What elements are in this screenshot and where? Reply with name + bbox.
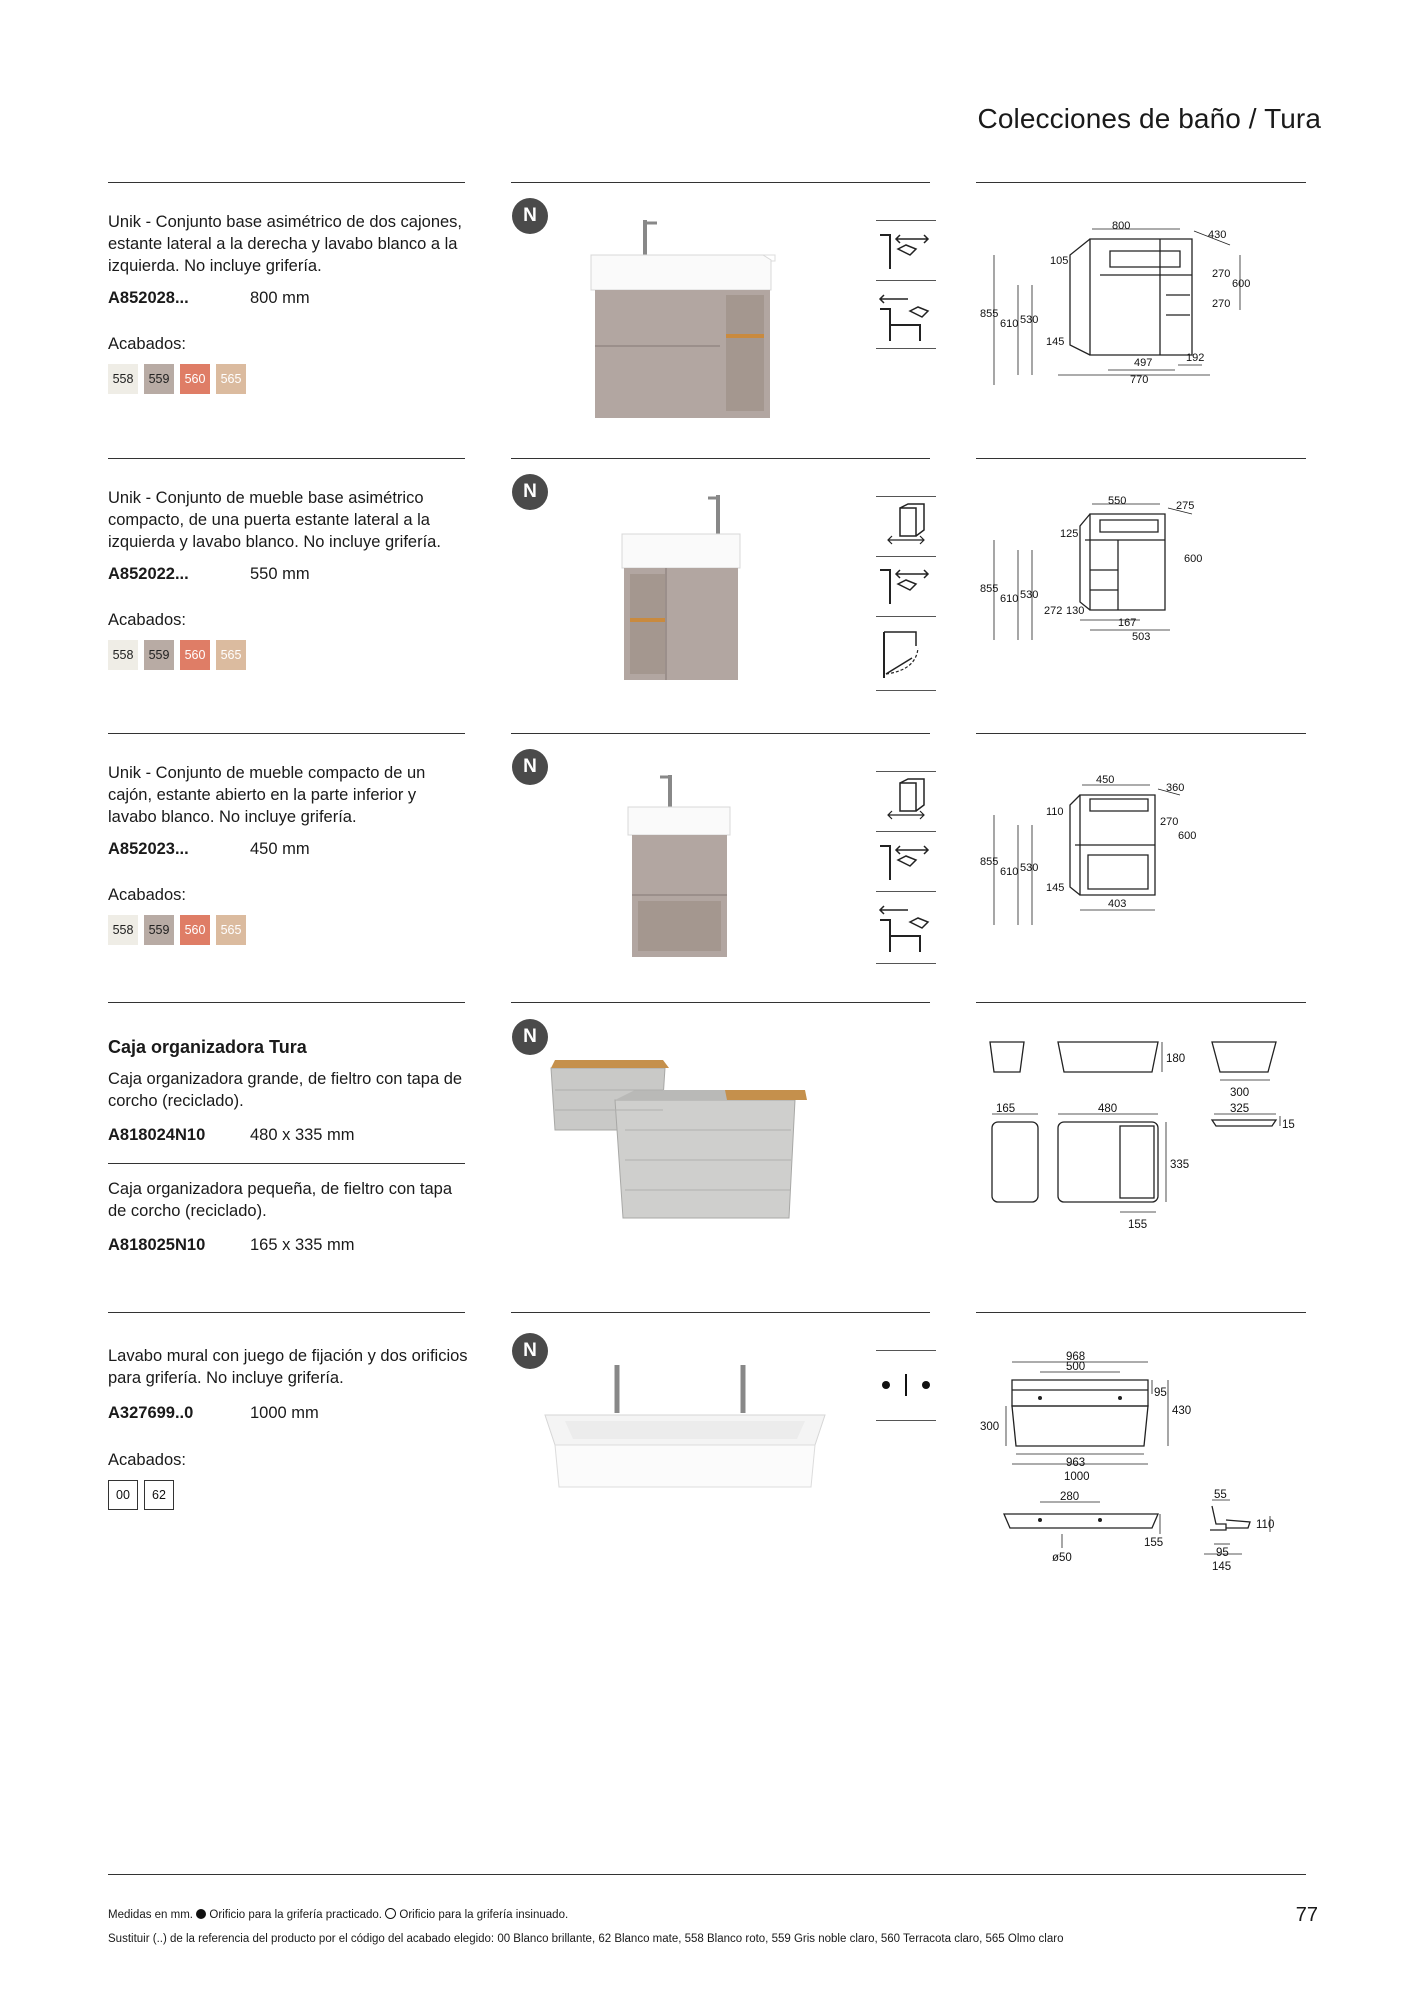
dim-label: 155 [1128,1219,1148,1230]
dim-label: 335 [1170,1159,1190,1171]
cabinet-door-icon [876,500,936,550]
product-size: 480 x 335 mm [250,1126,355,1144]
technical-drawing-basin [980,1350,1300,1590]
dim-label: 1000 [1064,1471,1090,1483]
icon-divider [876,220,936,221]
divider [976,1002,1306,1003]
divider [108,1002,465,1003]
icon-divider [876,280,936,281]
dim-label: 300 [1230,1087,1250,1099]
dim-label: 55 [1214,1489,1227,1501]
product-image-wall-basin [535,1355,835,1495]
swatch-559: 559 [144,915,174,945]
cabinet-door-icon [876,775,936,825]
footer-legend [108,1908,568,1921]
footer-finish-codes: Sustituir (..) de la referencia del producto por el código del acabado elegido: 00 Blanco brillante, 62 Blanco mate, 558 Blanco roto, 559 Gris noble claro, 560 Terracota claro, 565 Olmo claro [108,1933,1064,1945]
dim-label: 403 [1108,898,1127,910]
dim-label: 275 [1176,500,1195,512]
product-size: 800 mm [250,289,310,307]
swatch-559: 559 [144,364,174,394]
product-reference: A852023... [108,840,189,858]
swatch-558: 558 [108,915,138,945]
finishes-label: Acabados: [108,335,186,353]
section-heading: Caja organizadora Tura [108,1037,307,1057]
corner-door-swing-icon [876,622,936,682]
floor-mount-icon [876,285,936,345]
dim-label: 968 [1066,1351,1086,1363]
divider [108,458,465,459]
dim-label: 110 [1046,806,1064,818]
dim-label: ø50 [1052,1552,1072,1564]
dim-label: 280 [1060,1491,1080,1503]
divider [976,458,1306,459]
dim-label: 550 [1108,495,1127,507]
icon-divider [876,831,936,832]
two-tap-holes-icon [876,1370,936,1400]
product-reference: A818024N10 [108,1126,206,1144]
dim-label: 145 [1046,336,1065,348]
wall-mount-icon [876,560,936,610]
new-badge: N [512,1019,548,1055]
dim-label: 15 [1282,1119,1295,1131]
filled-circle-icon [196,1909,206,1919]
product-reference: A818025N10 [108,1236,206,1254]
technical-drawing-550 [980,490,1230,655]
dim-label: 600 [1184,553,1203,565]
icon-divider [876,556,936,557]
dim-label: 530 [1020,862,1039,874]
product-image-vanity-450 [620,765,750,965]
dim-label: 95 [1216,1547,1229,1559]
dim-label: 270 [1212,298,1231,310]
product-image-vanity-550 [610,490,760,690]
dim-label: 610 [1000,866,1019,878]
dim-label: 430 [1172,1405,1192,1417]
product-image-vanity-800 [585,215,855,425]
dim-label: 497 [1134,357,1153,369]
wall-mount-icon [876,225,936,275]
product-description: Unik - Conjunto base asimétrico de dos cajones, estante lateral a la derecha y lavabo blanco a la izquierda. No incluye grifería. [108,213,463,275]
technical-drawing-boxes [980,1030,1300,1230]
product-description: Lavabo mural con juego de fijación y dos orificios para grifería. No incluye grifería. [108,1347,468,1387]
dim-label: 180 [1166,1053,1186,1065]
icon-divider [876,771,936,772]
finish-00: 00 [108,1480,138,1510]
swatch-558: 558 [108,640,138,670]
icon-divider [876,1420,936,1421]
product-description: Caja organizadora grande, de fieltro con tapa de corcho (reciclado). [108,1070,463,1110]
dim-label: 855 [980,856,999,868]
product-size: 165 x 335 mm [250,1236,355,1254]
dim-label: 855 [980,583,999,595]
footer-hole-suggested: Orificio para la grifería insinuado. [399,1909,569,1921]
swatch-559: 559 [144,640,174,670]
product-reference: A852028... [108,289,189,307]
product-size: 550 mm [250,565,310,583]
product-description: Unik - Conjunto de mueble base asimétrico compacto, de una puerta estante lateral a la izquierda y lavabo blanco. No incluye grifería. [108,489,441,551]
swatch-560: 560 [180,364,210,394]
dim-label: 272 [1044,605,1063,617]
dim-label: 800 [1112,220,1131,232]
icon-divider [876,963,936,964]
dim-label: 167 [1118,617,1137,629]
divider [511,1002,930,1003]
icon-divider [876,891,936,892]
footer-hole-practiced: Orificio para la grifería practicado. [209,1909,382,1921]
technical-drawing-450 [980,765,1230,930]
divider [976,1312,1306,1313]
divider [108,1163,465,1164]
floor-mount-icon [876,896,936,956]
new-badge: N [512,198,548,234]
product-reference: A852022... [108,565,189,583]
dim-label: 125 [1060,528,1079,540]
dim-label: 480 [1098,1103,1118,1115]
dim-label: 270 [1160,816,1179,828]
icon-divider [876,1350,936,1351]
divider [108,182,465,183]
product-description: Unik - Conjunto de mueble compacto de un cajón, estante abierto en la parte inferior y lavabo blanco. No incluye grifería. [108,764,426,826]
dim-label: 110 [1256,1519,1275,1531]
wall-mount-icon [876,836,936,886]
product-description: Caja organizadora pequeña, de fieltro con tapa de corcho (reciclado). [108,1180,452,1220]
dim-label: 325 [1230,1103,1250,1115]
icon-divider [876,690,936,691]
divider [108,733,465,734]
divider [511,458,930,459]
dim-label: 130 [1066,605,1085,617]
dim-label: 600 [1178,830,1197,842]
dim-label: 600 [1232,278,1251,290]
finishes-label: Acabados: [108,1451,186,1469]
finishes-label: Acabados: [108,886,186,904]
finishes-label: Acabados: [108,611,186,629]
icon-divider [876,616,936,617]
product-size: 450 mm [250,840,310,858]
technical-drawing-800 [980,215,1270,390]
divider [976,182,1306,183]
icon-divider [876,348,936,349]
swatch-560: 560 [180,915,210,945]
divider [511,182,930,183]
divider [511,1312,930,1313]
divider [108,1312,465,1313]
product-reference: A327699..0 [108,1404,194,1422]
dim-label: 145 [1212,1561,1232,1573]
dim-label: 500 [1066,1361,1086,1373]
page-number: 77 [1295,1904,1318,1926]
new-badge: N [512,1333,548,1369]
dim-label: 855 [980,308,999,320]
dim-label: 610 [1000,318,1019,330]
swatch-565: 565 [216,640,246,670]
dim-label: 530 [1020,314,1039,326]
dim-label: 105 [1050,255,1069,267]
dim-label: 430 [1208,229,1227,241]
divider [511,733,930,734]
dim-label: 192 [1186,352,1205,364]
footer-measure-note: Medidas en mm. [108,1909,194,1921]
new-badge: N [512,474,548,510]
dim-label: 610 [1000,593,1019,605]
dim-label: 270 [1212,268,1231,280]
swatch-565: 565 [216,364,246,394]
dim-label: 155 [1144,1537,1164,1549]
open-circle-icon [385,1908,396,1919]
swatch-558: 558 [108,364,138,394]
product-image-storage-boxes [545,1040,845,1230]
dim-label: 530 [1020,589,1039,601]
dim-label: 770 [1130,374,1149,386]
dim-label: 450 [1096,774,1115,786]
page-title: Colecciones de baño / Tura [977,103,1321,134]
new-badge: N [512,749,548,785]
dim-label: 503 [1132,631,1151,643]
icon-divider [876,496,936,497]
divider [976,733,1306,734]
dim-label: 300 [980,1421,1000,1433]
dim-label: 145 [1046,882,1065,894]
swatch-565: 565 [216,915,246,945]
dim-label: 360 [1166,782,1185,794]
footer-divider [108,1874,1306,1875]
dim-label: 165 [996,1103,1016,1115]
finish-62: 62 [144,1480,174,1510]
swatch-560: 560 [180,640,210,670]
dim-label: 963 [1066,1457,1086,1469]
dim-label: 95 [1154,1387,1167,1399]
product-size: 1000 mm [250,1404,319,1422]
